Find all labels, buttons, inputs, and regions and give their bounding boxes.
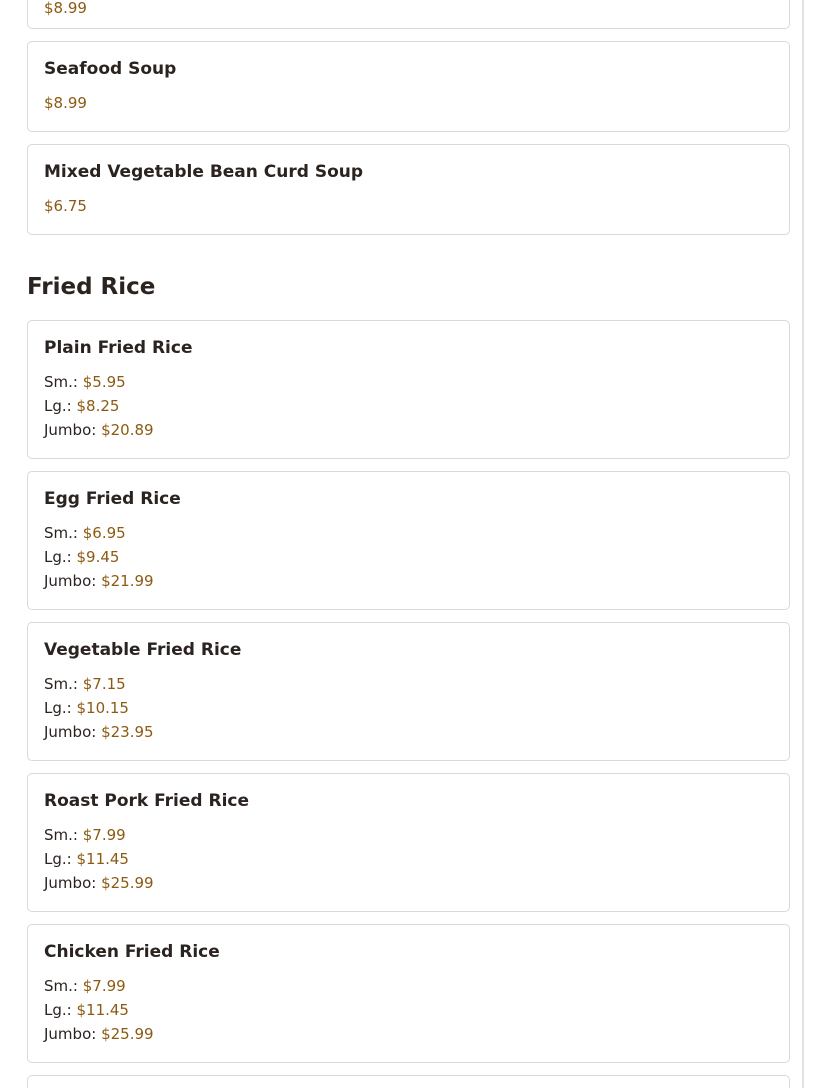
size-label-small: Sm.: [44,977,78,995]
menu-item-name: Egg Fried Rice [44,489,181,509]
price-large: $8.25 [76,397,120,415]
menu-item-card [27,924,790,1063]
price-jumbo: $25.99 [101,1025,154,1043]
price-small: $6.95 [82,524,126,542]
menu-item-price [44,94,87,112]
price-jumbo-row [44,572,154,590]
price-value: $6.75 [44,197,87,215]
price-jumbo-row [44,874,154,892]
menu-item-name: Seafood Soup [44,59,177,79]
price-small: $7.15 [82,675,126,693]
size-label-jumbo: Jumbo: [44,1025,97,1043]
size-label-small: Sm.: [44,373,78,391]
size-label-jumbo: Jumbo: [44,874,97,892]
price-small-row [44,524,126,542]
size-label-small: Sm.: [44,826,78,844]
price-small-row [44,977,126,995]
menu-item-card [27,0,790,29]
menu-item-card [27,622,790,761]
price-large: $9.45 [76,548,120,566]
price-jumbo: $20.89 [101,421,154,439]
price-large-row [44,548,119,566]
menu-item-name: Mixed Vegetable Bean Curd Soup [44,162,364,182]
menu-item-card [27,144,790,235]
menu-item-card [27,471,790,610]
price-value: $8.99 [44,0,87,17]
price-jumbo-row [44,723,154,741]
menu-item-card [27,773,790,912]
size-label-jumbo: Jumbo: [44,572,97,590]
menu-item-card [27,41,790,132]
menu-item-name: Roast Pork Fried Rice [44,791,250,811]
size-label-small: Sm.: [44,675,78,693]
price-large-row [44,699,129,717]
menu-item-card [27,1075,790,1088]
price-large-row [44,1001,129,1019]
menu-item-price [44,197,87,215]
menu-item-price [44,0,87,17]
price-small: $7.99 [82,977,126,995]
price-jumbo: $25.99 [101,874,154,892]
size-label-small: Sm.: [44,524,78,542]
price-large: $10.15 [76,699,129,717]
size-label-large: Lg.: [44,397,72,415]
price-value: $8.99 [44,94,87,112]
menu-item-name: Vegetable Fried Rice [44,640,242,660]
price-small-row [44,373,126,391]
menu-item-card [27,320,790,459]
price-jumbo-row [44,1025,154,1043]
price-small-row [44,675,126,693]
price-small: $7.99 [82,826,126,844]
menu-item-name: Plain Fried Rice [44,338,193,358]
price-large-row [44,397,119,415]
price-jumbo: $23.95 [101,723,154,741]
price-jumbo: $21.99 [101,572,154,590]
price-large-row [44,850,129,868]
size-label-large: Lg.: [44,548,72,566]
size-label-jumbo: Jumbo: [44,421,97,439]
size-label-large: Lg.: [44,699,72,717]
price-large: $11.45 [76,1001,129,1019]
page-edge-divider [802,0,804,1088]
size-label-large: Lg.: [44,850,72,868]
menu-item-name: Chicken Fried Rice [44,942,220,962]
price-small: $5.95 [82,373,126,391]
section-heading-fried-rice: Fried Rice [27,274,156,300]
price-small-row [44,826,126,844]
size-label-jumbo: Jumbo: [44,723,97,741]
price-jumbo-row [44,421,154,439]
size-label-large: Lg.: [44,1001,72,1019]
price-large: $11.45 [76,850,129,868]
